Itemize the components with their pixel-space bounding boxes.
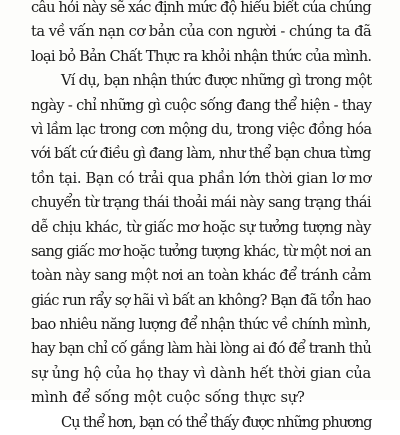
body-text <box>31 0 371 435</box>
text-line: ta về vấn nạn cơ bản của con người - chúng ta đã <box>31 23 372 41</box>
text-line: hay bạn chỉ cố gắng làm hài lòng ai đó để tranh thủ <box>31 340 371 358</box>
text-line: vì lầm lạc trong cơn mộng du, trong việc đồng hóa <box>31 120 372 138</box>
text-line: toàn này sang một nơi an toàn khác để tránh cảm <box>31 267 372 285</box>
text-line: tồn tại. Bạn có trải qua phần lớn thời gian lơ mơ <box>31 169 372 187</box>
text-line: câu hỏi này sẽ xác định mức độ hiểu biết của chúng <box>31 0 371 16</box>
text-line: chuyển từ trạng thái thoải mái này sang trạng thái <box>31 194 371 212</box>
text-line: mình để sống một cuộc sống thực sự? <box>31 389 305 407</box>
text-line: bao nhiêu năng lượng để nhận thức về chính mình, <box>31 316 371 334</box>
text-line: giác run rẩy sợ hãi vì bất an không? Bạn đã tổn hao <box>31 291 371 309</box>
text-line: với bất cứ điều gì đang làm, như thể bạn chưa từng <box>31 145 371 163</box>
text-line: sang giấc mơ hoặc tưởng tượng khác, từ một nơi an <box>31 242 371 260</box>
text-line: ngày - chỉ những gì cuộc sống đang thể hiện - thay <box>31 96 372 114</box>
text-line: sự ủng hộ của họ thay vì dành hết thời gian của <box>31 364 371 382</box>
paragraph-start-line: Ví dụ, bạn nhận thức được những gì trong một <box>61 72 372 90</box>
text-line: loại bỏ Bản Chất Thực ra khỏi nhận thức của mình. <box>31 47 372 65</box>
paragraph-start-line: Cụ thể hơn, bạn có thể thấy được những phương <box>61 413 372 431</box>
text-line: dễ chịu khác, từ giấc mơ hoặc sự tưởng tượng này <box>31 218 371 236</box>
